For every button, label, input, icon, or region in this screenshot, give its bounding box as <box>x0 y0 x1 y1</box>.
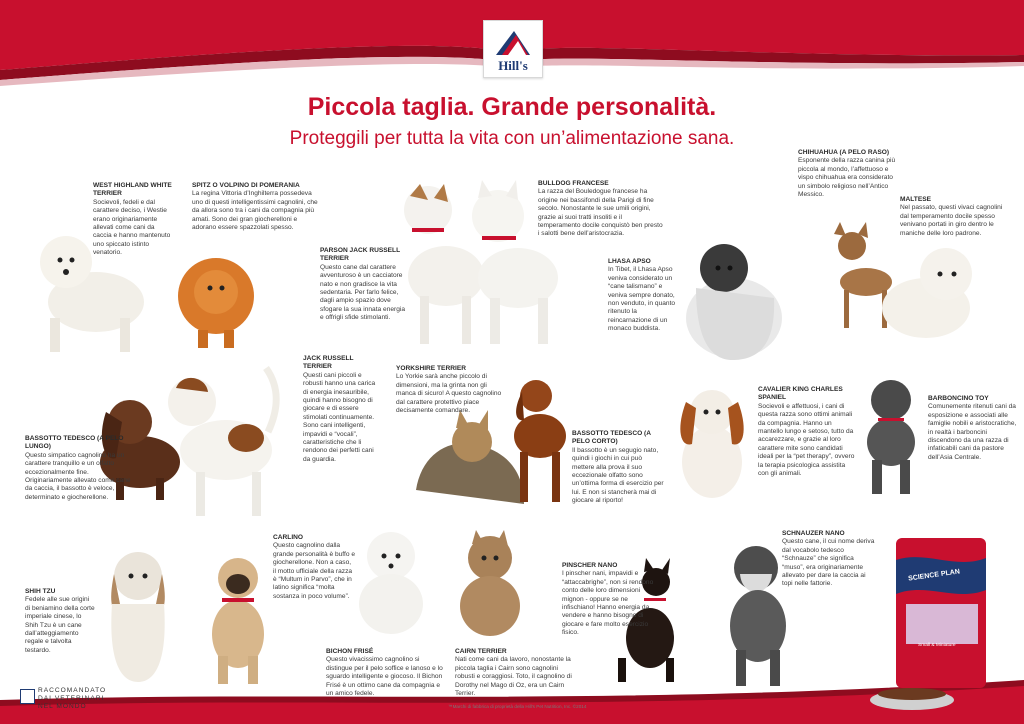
breed-description: Questo cane, il cui nome deriva dal vocabolo tedesco “Schnauze” che significa “muso”, era originariamente allevato per dare la caccia ai topi nelle fattorie. <box>782 538 875 588</box>
breed-description: Esponente della razza canina più piccola al mondo, l’affettuoso e vispo chihuahua era considerato un simbolo religioso nell’Antico Messico. <box>798 157 896 199</box>
breed-name: BARBONCINO TOY <box>928 395 989 402</box>
breed-description: Questo cagnolino dalla grande personalità è buffo e giocherellone. Non a caso, il motto ufficiale della razza è “Multum in Parvo”, che in latino significa “molta sostanza in poco volume”. <box>273 542 355 600</box>
brand-name: Hill's <box>498 58 528 73</box>
breed-description: Comunemente ritenuti cani da esposizione e associati alle famiglie nobili e aristocratiche, in realtà i barboncini discendono da una razza di infaticabili cani da pastore dell’Asia Centrale. <box>928 403 1017 461</box>
breed-name: LHASA APSO <box>608 258 651 265</box>
chihuahua-and-maltese-illustration <box>826 222 976 356</box>
breed-pinscher <box>562 562 656 638</box>
page-headline: Piccola taglia. Grande personalità. <box>307 93 717 121</box>
breed-parson <box>320 247 406 323</box>
breed-maltese <box>900 196 1012 238</box>
breed-description: Questi cani piccoli e robusti hanno una carica di energia inesauribile, quindi hanno bisogno di giocare e di essere stimolati continuamente. Sono cani intelligenti, impavidi e “vocali”, caratteristiche che li rendono dei perfetti cani da guardia. <box>303 371 376 463</box>
breed-description: Questo cane dal carattere avventuroso è un cacciatore nato e non gradisce la vita sedentaria. Per farlo felice, dagli ampio spazio dove sfogare la sua innata energia e offrigli sfide stimolanti. <box>320 263 406 322</box>
pomeranian-illustration <box>172 246 260 350</box>
breed-name: SHIH TZU <box>25 588 56 595</box>
breed-name: BICHON FRISÉ <box>326 648 374 655</box>
breed-description: Questo simpatico cagnolino ha un carattere tranquillo e un olfatto eccezionalmente fine. Originariamente allevato come cane da caccia, il bassotto è veloce, determinato e giocherellone. <box>25 451 131 501</box>
breed-description: Questo vivacissimo cagnolino si distingue per il pelo soffice e lanoso e lo sguardo intelligente e giocoso. Il Bichon Frisé è un ottimo cane da compagnia e un amico fedele. <box>326 656 443 698</box>
breed-shihtzu <box>25 588 95 655</box>
cavalier-king-charles-illustration <box>670 378 754 508</box>
breed-description: Socievoli e affettuosi, i cani di questa razza sono ottimi animali da compagnia. Hanno un mantello lungo e setoso, tutto da accarezzare, e grazie al loro carattere mite sono candidati ideali per la “pet therapy”, ovvero la terapia psicologica assistita con gli animali. <box>758 402 855 478</box>
breed-description: Nati come cani da lavoro, nonostante la piccola taglia i Cairn sono cagnolini robusti e coraggiosi. Toto, il cagnolino di Dorothy nel Mago di Oz, era un Cairn Terrier. <box>455 656 572 698</box>
breed-name: BASSOTTO TEDESCO (A PELO CORTO) <box>572 430 651 446</box>
breed-description: Lo Yorkie sarà anche piccolo di dimensioni, ma la grinta non gli manca di sicuro! A questo cagnolino dal carattere protettivo piace decisamente comandare. <box>396 373 502 415</box>
breed-name: JACK RUSSELL TERRIER <box>303 355 354 371</box>
breed-name: BASSOTTO TEDESCO (A PELO LUNGO) <box>25 435 124 451</box>
page-subheadline: Proteggili per tutta la vita con un’alimentazione sana. <box>289 128 735 149</box>
breed-yorkshire <box>396 365 502 415</box>
breed-description: Socievoli, fedeli e dal carattere deciso, i Westie erano originariamente allevati come cani da caccia e hanno mantenuto uno spiccato istinto venatorio. <box>93 198 171 257</box>
breed-bichon <box>326 648 444 698</box>
product-brand-label: SCIENCE PLAN <box>907 568 961 583</box>
product-bag-graphic <box>866 530 996 715</box>
lhasa-apso-illustration <box>676 238 784 364</box>
breed-name: CHIHUAHUA (A PELO RASO) <box>798 149 890 156</box>
breed-chihuahua <box>798 149 896 199</box>
breed-cavalier <box>758 386 856 478</box>
breed-name: SPITZ O VOLPINO DI POMERANIA <box>192 182 300 189</box>
product-variant-label: Small & Miniature <box>918 643 956 648</box>
breed-lhasa <box>608 258 682 334</box>
breed-description: I pinscher nani, impavidi e “attaccabrighe”, non si rendono conto delle loro dimensioni mignon - oppure se ne infischiano! Hanno energia da vendere e hanno bisogno di giocare e fare molto esercizio fisico. <box>562 570 654 637</box>
shih-tzu-illustration <box>98 544 178 684</box>
hills-small-logo-icon <box>20 689 35 704</box>
cairn-terrier-illustration <box>448 528 532 642</box>
hills-mark-icon <box>484 21 542 61</box>
breed-name: PINSCHER NANO <box>562 562 618 569</box>
breed-description: Fedele alle sue origini di beniamino della corte imperiale cinese, lo Shih Tzu è un cane dall’atteggiamento regale e talvolta testardo. <box>25 596 95 654</box>
breed-bassotto-lungo <box>25 435 131 502</box>
hills-logo <box>483 20 543 78</box>
vets-recommended-text: RACCOMANDATO DAI VETERINARI NEL MONDO <box>38 687 107 710</box>
trademark-notice: ™Marchi di fabbrica di proprietà della Hill’s Pet Nutrition, Inc. ©2014 <box>448 704 587 709</box>
pug-illustration <box>202 550 274 686</box>
breed-description: La razza del Bouledogue francese ha origine nei bassifondi della Parigi di fine secolo. Nonostante le sue umili origini, grazie ai suoi tratti insoliti e il temperamento docile conquistò ben presto i salotti bene dell’aristocrazia. <box>538 188 663 238</box>
breed-name: SCHNAUZER NANO <box>782 530 845 537</box>
vets-recommended-badge <box>20 687 150 715</box>
breed-name: CARLINO <box>273 534 304 541</box>
bichon-frise-illustration <box>350 526 432 640</box>
breed-name: BULLDOG FRANCESE <box>538 180 609 187</box>
breed-jack-russell <box>303 355 377 464</box>
breed-description: In Tibet, il Lhasa Apso veniva considerato un “cane talismano” e veniva sempre donato, non venduto, in quanto ritenuto la reincarnazione di un monaco buddista. <box>608 266 676 333</box>
breed-name: YORKSHIRE TERRIER <box>396 365 466 372</box>
breed-carlino <box>273 534 355 601</box>
breed-cairn <box>455 648 573 698</box>
breed-schnauzer <box>782 530 876 589</box>
breed-bulldog <box>538 180 664 239</box>
breed-west-highland <box>93 182 175 258</box>
breed-description: La regina Vittoria d’Inghilterra possedeva uno di questi intelligentissimi cagnolini, che da allora sono tra i cani da compagnia più amati. Sono dei gran giocherelloni e adorano essere spazzolati spesso. <box>192 190 318 232</box>
breed-name: WEST HIGHLAND WHITE TERRIER <box>93 182 172 198</box>
breed-name: PARSON JACK RUSSELL TERRIER <box>320 247 400 263</box>
breed-name: CAIRN TERRIER <box>455 648 507 655</box>
breed-name: CAVALIER KING CHARLES SPANIEL <box>758 386 843 402</box>
breed-barboncino <box>928 395 1020 462</box>
breed-bassotto-corto <box>572 430 666 506</box>
breed-description: Nel passato, questi vivaci cagnolini dal temperamento docile spesso venivano portati in giro dentro le maniche delle loro padrone. <box>900 204 1003 237</box>
breed-name: MALTESE <box>900 196 932 203</box>
breed-description: Il bassotto è un segugio nato, quindi i giochi in cui può mettere alla prova il suo eccezionale olfatto sono un’ottima forma di esercizio per lui. E non si stancherà mai di giocare al riporto! <box>572 446 664 505</box>
breed-spitz <box>192 182 320 232</box>
product-bag <box>866 530 996 715</box>
toy-poodle-illustration <box>858 376 924 498</box>
